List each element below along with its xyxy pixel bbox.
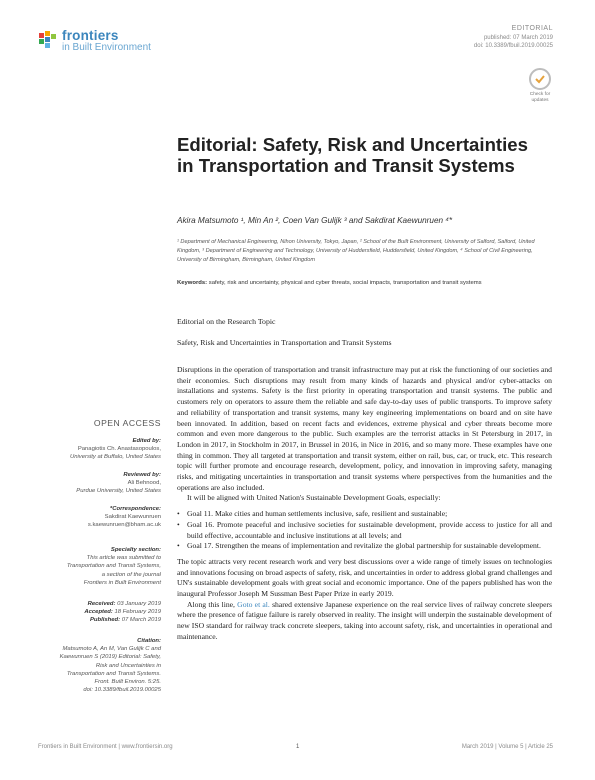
p4-pre: Along this line, <box>187 599 238 609</box>
body-paragraph-3: The topic attracts very recent research work and very best discussions over a wide range of timely issues on technologies and innovations focusing on broad aspects of safety, risk, and uncertainties in order to address global grand challenges and UN's sustainable development goals with great social and economic importance. One of the papers published has won the inaugural Professor Joseph M Sussman Best Paper Prize in early 2019. <box>177 556 552 599</box>
specialty-line-4: Frontiers in Built Environment <box>83 579 161 586</box>
citation-line-4: Transportation and Transit Systems. <box>66 670 161 677</box>
body-paragraph-1: Disruptions in the operation of transportation and transit infrastructure may put at risk the functioning of our societies and their economies. Such disruptions may result from many kinds of hazards and physical and/or cyber-attacks on installations and systems. Safety is the first priority in operating transportation and transit systems. The public and customers rely on operators to assure them the reliable and safe day-to-day uses of public transports. To improve safety and reliability of transportation and transit systems, many key engineering implementations on board and on site have been innovated. In addition, based on recent facts and evidences, extreme physical and cyber threats become more common and even more dangerous to the public. Such examples are the terrorist attacks in St Petersburg in 2017, in London in 2017, in Stockholm in 2017, in Brussel in 2016, in Nice in 2016, and so many more. These examples have one thing in common. They all targeted at transportation and transit system, either on rail, bus, car, or truck, etc. This research topic will further promote and encourage research, development, policy, and innovation in improving safety, managing risks, and mitigating uncertainties in transportation and transit systems where perspectives from the humanities and the operations are also included. <box>177 365 552 492</box>
reviewer-name[interactable]: Ali Behnood, <box>127 480 161 487</box>
article-body <box>177 365 552 643</box>
goto-et-al-link[interactable]: Goto et al. <box>237 599 270 609</box>
accepted-date: 18 February 2019 <box>114 609 161 616</box>
published-date: published: 07 March 2019 <box>483 35 553 42</box>
frontiers-logo-icon <box>38 30 58 50</box>
goal-text: Goal 17. Strengthen the means of implementation and revitalize the global partnership for sustainable development. <box>187 541 541 551</box>
list-item <box>177 541 552 552</box>
accepted-row <box>21 608 161 616</box>
correspondence-name: Sakdirat Kaewunruen <box>104 514 161 521</box>
keywords <box>177 279 549 287</box>
received-date: 03 January 2019 <box>117 601 161 607</box>
specialty-line-3: a section of the journal <box>101 571 161 578</box>
body-paragraph-2: It will be aligned with United Nation's Sustainable Development Goals, especially: <box>187 493 441 503</box>
goal-text: Goal 16. Promote peaceful and inclusive societies for sustainable development, provide access to justice for all and build effective, accountable and inclusive institutions at all levels; and <box>187 519 552 540</box>
affiliations: ¹ Department of Mechanical Engineering, Nihon University, Tokyo, Japan, ² School of the Built Environment, University of Salford, Salford, United Kingdom, ³ Department of Engineering and Technology, University of Huddersfield, Huddersfield, United Kingdom, ⁴ School of Civil Engineering, University of Birmingham, Birmingham, United Kingdom <box>177 239 535 263</box>
published-label: Published: <box>89 617 121 624</box>
list-item <box>177 520 552 541</box>
citation-line-3: Risk and Uncertainties in <box>95 662 161 669</box>
specialty-line-2: Transportation and Transit Systems, <box>66 563 161 570</box>
published-date-side: 07 March 2019 <box>121 617 161 624</box>
correspondence-label: *Correspondence: <box>109 506 161 512</box>
journal-logo[interactable] <box>38 28 168 54</box>
doi-link[interactable]: doi: 10.3389/fbuil.2019.00025 <box>473 43 553 50</box>
check-for-updates-button[interactable] <box>525 68 555 104</box>
correspondence-email[interactable]: s.kaewunruen@bham.ac.uk <box>87 522 161 529</box>
footer-issue-info: March 2019 | Volume 5 | Article 25 <box>461 744 553 750</box>
article-meta <box>474 25 553 51</box>
edited-by-label: Edited by: <box>132 438 161 444</box>
check-updates-icon <box>529 68 551 90</box>
editor-affiliation: University at Buffalo, United States <box>69 454 161 461</box>
citation-doi[interactable]: doi: 10.3389/fbuil.2019.00025 <box>83 687 161 694</box>
article-type: EDITORIAL <box>511 25 553 32</box>
accepted-label: Accepted: <box>84 609 113 616</box>
specialty-line-1: This article was submitted to <box>86 555 161 562</box>
keywords-text: safety, risk and uncertainty, physical and cyber threats, social impacts, transportation and transit systems <box>208 280 482 286</box>
bullet-icon: • <box>177 519 180 529</box>
editor-name[interactable]: Panagiotis Ch. Anastasopoulos, <box>77 446 161 453</box>
specialty-section <box>21 546 161 587</box>
correspondence-section <box>21 505 161 530</box>
topic-intro: Editorial on the Research Topic <box>177 317 276 326</box>
keywords-label: Keywords: <box>177 280 208 286</box>
received-row <box>21 600 161 608</box>
citation-section <box>21 637 161 694</box>
goals-list <box>177 509 552 552</box>
dates-section <box>21 600 161 625</box>
journal-subtitle: in Built Environment <box>62 42 151 53</box>
journal-name: frontiers <box>62 28 119 43</box>
check-updates-label-2: updates <box>531 97 549 103</box>
p4-post: shared extensive Japanese experience on the real service lives of railway concrete sleepers where the presence of fatigue failure is rarely observed in reality. The insight will underpin the sustainable development of new ISO standard for railway track concrete sleepers, taking into account safety, risk, and uncertainties in operational and maintenance. <box>177 599 552 641</box>
bullet-icon: • <box>177 541 180 551</box>
open-access-label: OPEN ACCESS <box>93 418 161 428</box>
citation-line-2: Kaewunruen S (2019) Editorial: Safety, <box>59 654 161 661</box>
specialty-label: Specialty section: <box>110 547 161 553</box>
goal-text: Goal 11. Make cities and human settlements inclusive, safe, resilient and sustainable; <box>187 509 448 519</box>
reviewed-by-label: Reviewed by: <box>123 472 161 478</box>
edited-by-section <box>21 437 161 462</box>
bullet-icon: • <box>177 509 180 519</box>
page-number: 1 <box>296 744 300 750</box>
check-updates-label-1: Check for <box>529 92 551 97</box>
body-paragraph-4 <box>177 600 552 643</box>
citation-label: Citation: <box>137 638 161 644</box>
list-item <box>177 509 552 520</box>
citation-line-1: Matsumoto A, An M, Van Gulijk C and <box>62 646 161 653</box>
received-label: Received: <box>87 601 116 607</box>
author-list[interactable]: Akira Matsumoto ¹, Min An ², Coen Van Gulijk ³ and Sakdirat Kaewunruen ⁴* <box>177 216 453 225</box>
citation-line-5: Front. Built Environ. 5:25. <box>94 679 161 686</box>
reviewed-by-section <box>21 471 161 496</box>
article-title: Editorial: Safety, Risk and Uncertainties in Transportation and Transit Systems <box>177 134 528 176</box>
research-topic-link[interactable]: Safety, Risk and Uncertainties in Transportation and Transit Systems <box>177 338 392 347</box>
published-row <box>21 616 161 624</box>
footer-journal-link[interactable]: Frontiers in Built Environment | www.frontiersin.org <box>38 744 173 750</box>
reviewer-affiliation: Purdue University, United States <box>76 488 161 495</box>
